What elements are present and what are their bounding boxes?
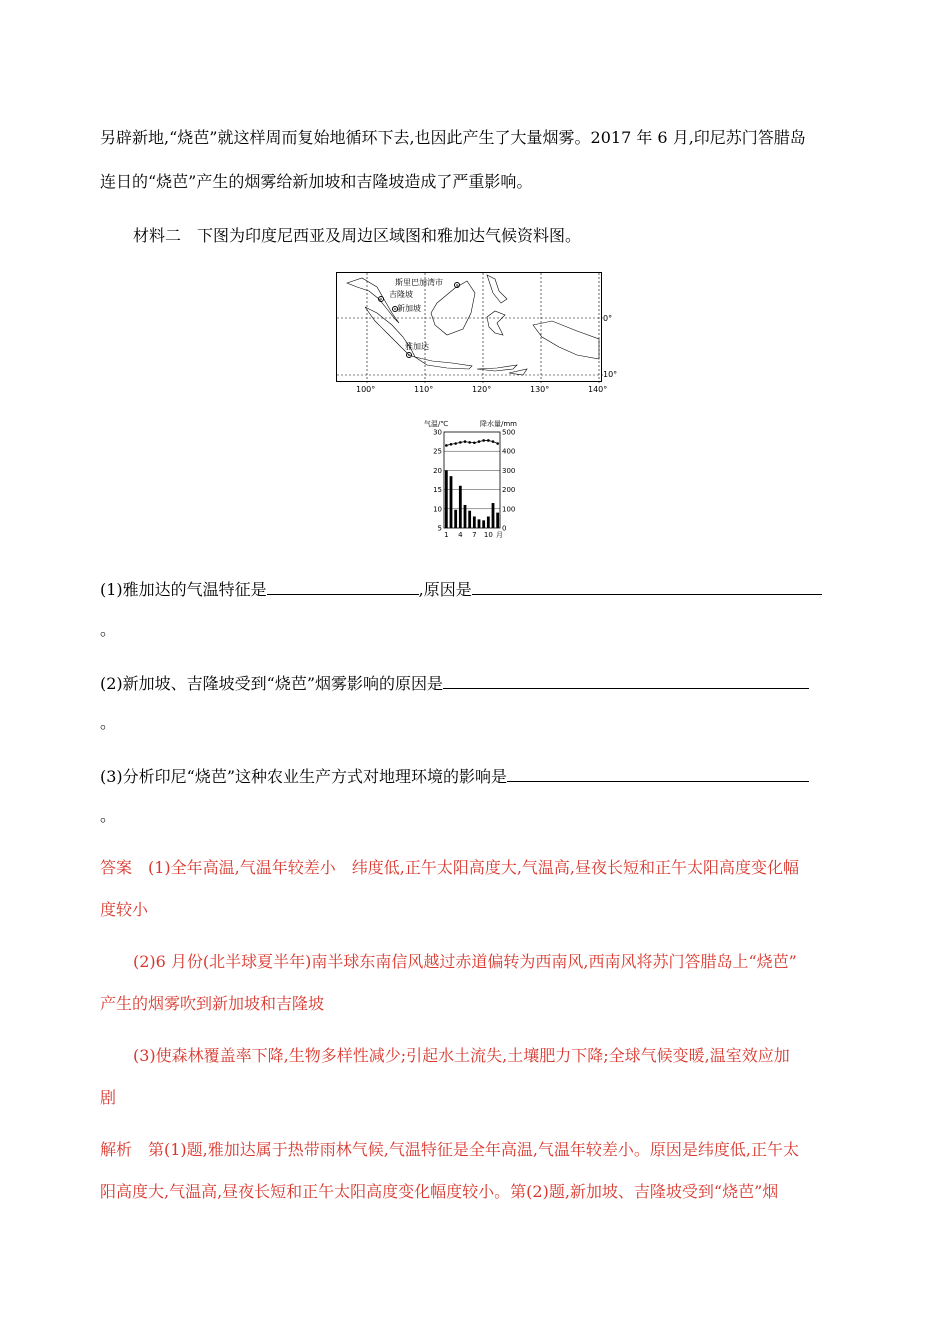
question-2 bbox=[100, 672, 809, 694]
temperature-point bbox=[454, 442, 457, 445]
answer-blank-2[interactable] bbox=[443, 672, 809, 689]
precip-bar bbox=[468, 511, 471, 528]
precip-bar bbox=[454, 510, 457, 528]
temperature-point bbox=[496, 442, 499, 445]
answer-line: (3)使森林覆盖率下降,生物多样性减少;引起水土流失,土壤肥力下降;全球气候变暖,温室效应加 bbox=[133, 1046, 790, 1065]
question-1-prompt: (1)雅加达的气温特征是 bbox=[100, 580, 267, 599]
left-tick-label: 25 bbox=[433, 447, 442, 456]
temperature-point bbox=[459, 441, 462, 444]
right-tick-label: 500 bbox=[502, 428, 516, 437]
temperature-point bbox=[478, 440, 481, 443]
precip-bar bbox=[445, 470, 448, 528]
right-tick-label: 300 bbox=[502, 466, 516, 475]
question-1-reason-prompt: ,原因是 bbox=[418, 580, 472, 599]
map-label-bandar-seri-begawan: 斯里巴加湾市 bbox=[395, 278, 443, 287]
question-3 bbox=[100, 765, 809, 787]
lat-label-0: 0° bbox=[603, 314, 613, 323]
answer-line: (2)6 月份(北半球夏半年)南半球东南信风越过赤道偏转为西南风,西南风将苏门答腊岛上“烧芭” bbox=[133, 952, 797, 971]
lat-label-10: 10° bbox=[603, 370, 618, 379]
answer-line: 产生的烟雾吹到新加坡和吉隆坡 bbox=[100, 994, 325, 1013]
answer-line: 度较小 bbox=[100, 900, 149, 919]
answer-blank-1b[interactable] bbox=[472, 578, 822, 595]
precip-bar bbox=[473, 516, 476, 528]
temperature-point bbox=[492, 440, 495, 443]
left-tick-label: 30 bbox=[433, 428, 442, 437]
precip-bar bbox=[450, 476, 453, 528]
precip-bar bbox=[459, 486, 462, 528]
left-tick-label: 5 bbox=[437, 524, 442, 533]
analysis-line: 阳高度大,气温高,昼夜长短和正午太阳高度变化幅度较小。第(2)题,新加坡、吉隆坡受到“烧芭”烟 bbox=[100, 1182, 779, 1201]
precip-bar bbox=[496, 513, 499, 528]
temperature-point bbox=[468, 441, 471, 444]
precip-bar bbox=[478, 519, 481, 528]
end-mark: 。 bbox=[100, 806, 117, 825]
material-two-caption: 材料二 下图为印度尼西亚及周边区域图和雅加达气候资料图。 bbox=[133, 226, 582, 245]
analysis-line: 解析 第(1)题,雅加达属于热带雨林气候,气温特征是全年高温,气温年较差小。原因是纬度低,正午太 bbox=[100, 1140, 800, 1159]
precip-bar bbox=[487, 516, 490, 528]
lon-label-100: 100° bbox=[356, 385, 376, 394]
temperature-point bbox=[464, 440, 467, 443]
x-unit-label: 月 bbox=[496, 531, 503, 539]
end-mark: 。 bbox=[100, 620, 117, 639]
right-tick-label: 100 bbox=[502, 505, 516, 514]
precip-bar bbox=[464, 505, 467, 528]
right-tick-label: 200 bbox=[502, 486, 516, 495]
answer-line: 剧 bbox=[100, 1088, 117, 1107]
x-tick-label: 10 bbox=[483, 531, 493, 539]
temperature-point bbox=[482, 439, 485, 442]
end-mark: 。 bbox=[100, 713, 117, 732]
lon-label-130: 130° bbox=[530, 385, 550, 394]
x-tick-label: 7 bbox=[472, 531, 477, 539]
lon-label-120: 120° bbox=[472, 385, 492, 394]
left-tick-label: 15 bbox=[433, 486, 442, 495]
left-tick-label: 20 bbox=[433, 466, 442, 475]
temperature-line bbox=[446, 440, 497, 445]
question-2-prompt: (2)新加坡、吉隆坡受到“烧芭”烟雾影响的原因是 bbox=[100, 674, 444, 693]
temperature-point bbox=[487, 439, 490, 442]
jakarta-climate-chart bbox=[422, 418, 532, 546]
right-tick-label: 0 bbox=[502, 524, 507, 533]
map-label-jakarta: 雅加达 bbox=[405, 342, 429, 351]
right-axis-title: 降水量/mm bbox=[480, 420, 517, 428]
temperature-point bbox=[450, 443, 453, 446]
map-label-kuala-lumpur: 吉隆坡 bbox=[389, 290, 413, 299]
question-1 bbox=[100, 578, 822, 600]
paragraph-line: 另辟新地,“烧芭”就这样周而复始地循环下去,也因此产生了大量烟雾。2017 年 6 月,印尼苏门答腊岛 bbox=[100, 128, 806, 147]
answer-blank-3[interactable] bbox=[507, 765, 809, 782]
left-tick-label: 10 bbox=[433, 505, 442, 514]
map-label-singapore: 新加坡 bbox=[397, 304, 421, 313]
question-3-prompt: (3)分析印尼“烧芭”这种农业生产方式对地理环境的影响是 bbox=[100, 767, 508, 786]
precip-bar bbox=[492, 503, 495, 528]
precip-bar bbox=[482, 520, 485, 528]
lon-label-110: 110° bbox=[414, 385, 434, 394]
lon-label-140: 140° bbox=[588, 385, 608, 394]
paragraph-line: 连日的“烧芭”产生的烟雾给新加坡和吉隆坡造成了严重影响。 bbox=[100, 172, 533, 191]
temperature-point bbox=[473, 441, 476, 444]
temperature-point bbox=[445, 444, 448, 447]
x-tick-label: 4 bbox=[458, 531, 463, 539]
x-tick-label: 1 bbox=[444, 531, 449, 539]
left-axis-title: 气温/℃ bbox=[424, 420, 449, 428]
answer-line: 答案 (1)全年高温,气温年较差小 纬度低,正午太阳高度大,气温高,昼夜长短和正午太阳高度变化幅 bbox=[100, 858, 800, 877]
right-tick-label: 400 bbox=[502, 447, 516, 456]
answer-blank-1a[interactable] bbox=[267, 578, 419, 595]
indonesia-region-map bbox=[336, 272, 602, 382]
